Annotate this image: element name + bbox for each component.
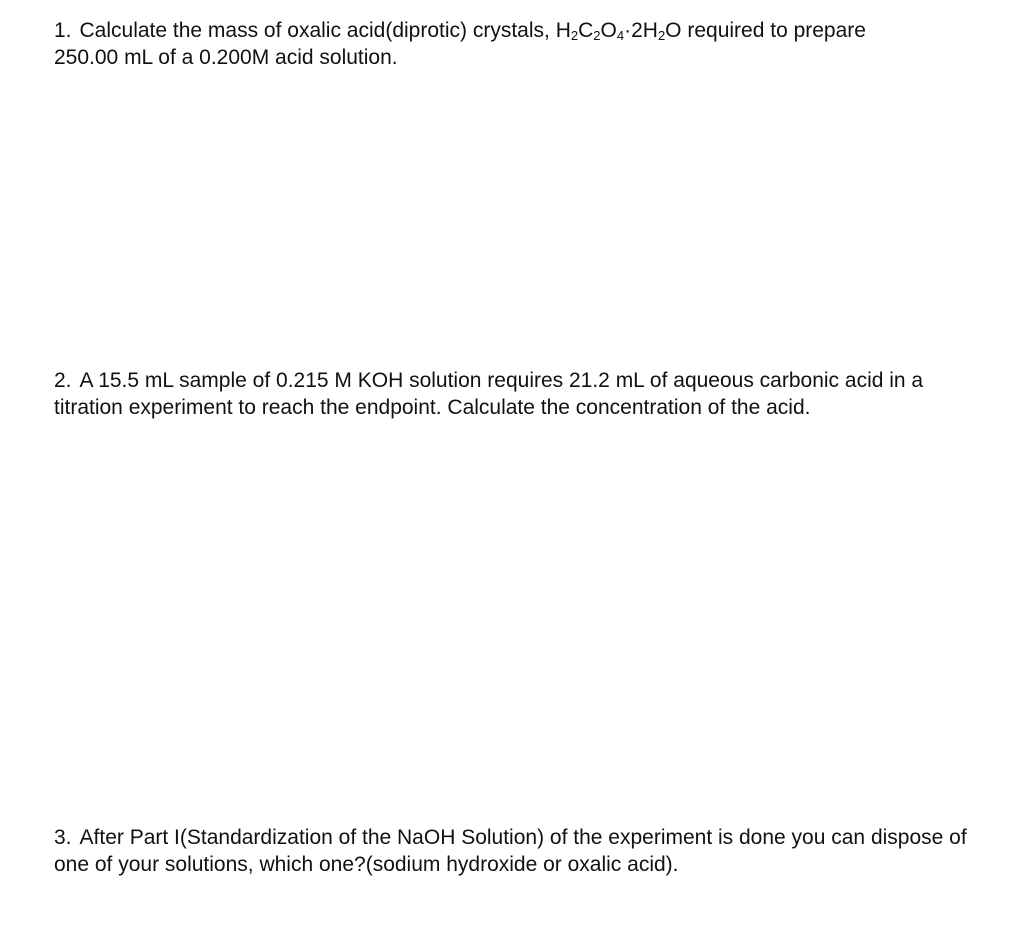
question-3-text: After Part I(Standardization of the NaOH Solution) of the experiment is done you can dispose of one of your solutions, which one?(sodium hydroxide or oxalic acid). — [54, 826, 967, 876]
formula-sub: 4 — [616, 28, 625, 43]
formula-o: O — [665, 19, 682, 42]
formula-h: H — [555, 19, 571, 42]
formula-coefficient: 2 — [631, 19, 643, 42]
formula-dot: · — [624, 19, 632, 42]
question-2-number: 2. — [54, 369, 72, 392]
formula-sub: 2 — [593, 28, 601, 43]
question-3-number: 3. — [54, 826, 72, 849]
formula-c: C — [578, 19, 594, 42]
formula-sub: 2 — [570, 28, 579, 43]
question-1-number: 1. — [54, 19, 72, 42]
question-1-text-post: required to prepare — [681, 19, 866, 42]
question-1 — [54, 17, 984, 71]
formula-h: H — [642, 19, 658, 42]
question-2 — [54, 367, 984, 421]
question-1-line-1 — [54, 17, 984, 44]
question-1-line-2: 250.00 mL of a 0.200M acid solution. — [54, 46, 398, 69]
question-1-text-pre: Calculate the mass of oxalic acid(diprotic) crystals, — [79, 19, 556, 42]
oxalic-acid-formula — [556, 19, 682, 42]
question-3 — [54, 824, 984, 878]
formula-sub: 2 — [657, 28, 666, 43]
question-2-text: A 15.5 mL sample of 0.215 M KOH solution requires 21.2 mL of aqueous carbonic acid in a titration experiment to reach the endpoint. Calculate the concentration of the acid. — [54, 369, 924, 419]
formula-o: O — [600, 19, 617, 42]
